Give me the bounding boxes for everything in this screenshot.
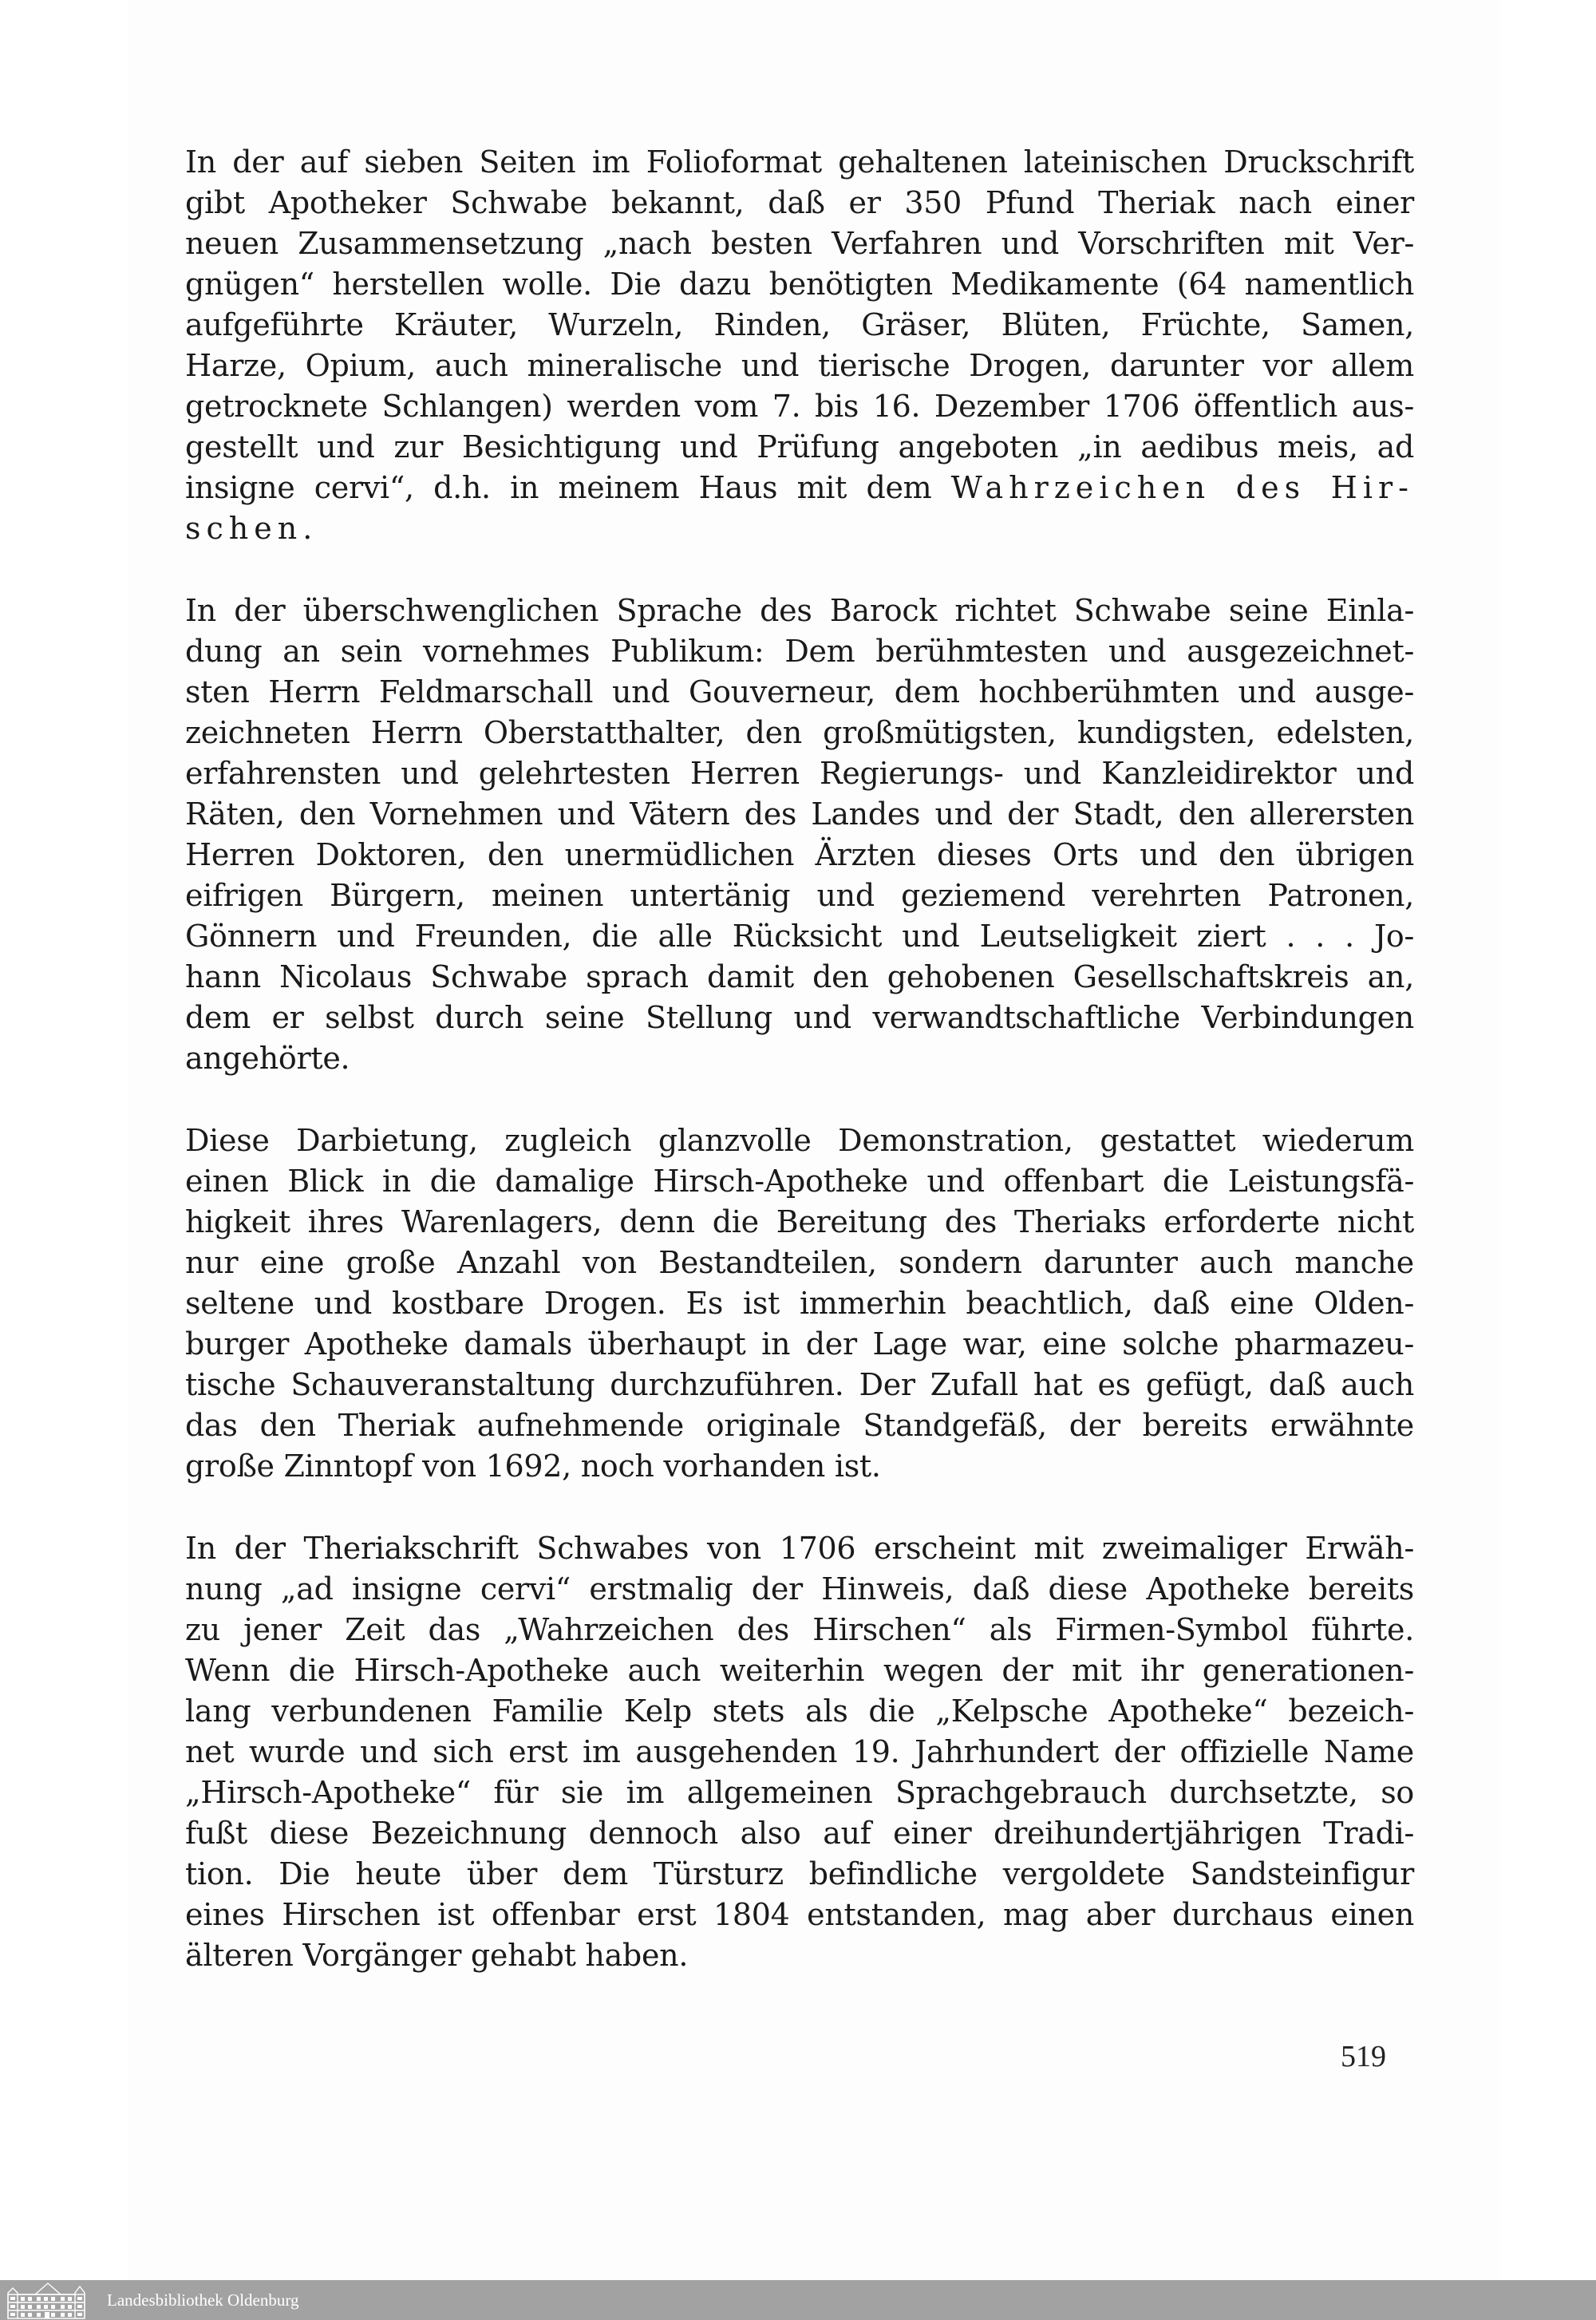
text-line: higkeit ihres Warenlagers, denn die Bereitung des Theriaks erforderte nicht <box>185 1204 1414 1239</box>
text-line: seltene und kostbare Drogen. Es ist immerhin beachtlich, daß eine Olden- <box>185 1286 1414 1321</box>
text-line: große Zinntopf von 1692, noch vorhanden ist. <box>185 1449 881 1484</box>
text-line: getrocknete Schlangen) werden vom 7. bis 16. Dezember 1706 öffentlich aus- <box>185 389 1414 424</box>
text-line: dung an sein vornehmes Publikum: Dem berühmtesten und ausgezeichnet- <box>185 634 1414 669</box>
text-line: älteren Vorgänger gehabt haben. <box>185 1938 689 1973</box>
text-line: gnügen“ herstellen wolle. Die dazu benötigten Medikamente (64 namentlich <box>185 267 1414 302</box>
text-line: gestellt und zur Besichtigung und Prüfung angeboten „in aedibus meis, ad <box>185 429 1414 464</box>
text-line: In der Theriakschrift Schwabes von 1706 erscheint mit zweimaliger Erwäh- <box>185 1531 1414 1566</box>
text-line: Herren Doktoren, den unermüdlichen Ärzten dieses Orts und den übrigen <box>185 837 1414 872</box>
text-line: nung „ad insigne cervi“ erstmalig der Hinweis, daß diese Apotheke bereits <box>185 1571 1414 1607</box>
paragraph-2 <box>185 591 1414 1079</box>
text-line: Harze, Opium, auch mineralische und tierische Drogen, darunter vor allem <box>185 348 1414 383</box>
text-line: „Hirsch-Apotheke“ für sie im allgemeinen Sprachgebrauch durchsetzte, so <box>185 1775 1414 1810</box>
text-line: tische Schauveranstaltung durchzuführen. Der Zufall hat es gefügt, daß auch <box>185 1367 1414 1402</box>
text-line: angehörte. <box>185 1041 350 1076</box>
text-line: net wurde und sich erst im ausgehenden 19. Jahrhundert der offizielle Name <box>185 1734 1414 1769</box>
text-line: aufgeführte Kräuter, Wurzeln, Rinden, Gräser, Blüten, Früchte, Samen, <box>185 307 1414 342</box>
text-line: sten Herrn Feldmarschall und Gouverneur, dem hochberühmten und ausge- <box>185 674 1414 709</box>
text-line: fußt diese Bezeichnung dennoch also auf einer dreihundertjährigen Tradi- <box>185 1816 1414 1851</box>
page-number: 519 <box>1341 2040 1386 2073</box>
text-line: gibt Apotheker Schwabe bekannt, daß er 350 Pfund Theriak nach einer <box>185 185 1414 220</box>
text-line: lang verbundenen Familie Kelp stets als die „Kelpsche Apotheke“ bezeich- <box>185 1694 1414 1729</box>
library-name: Landesbibliothek Oldenburg <box>107 2290 299 2310</box>
text-line: zeichneten Herrn Oberstatthalter, den großmütigsten, kundigsten, edelsten, <box>185 715 1414 750</box>
text-line: eines Hirschen ist offenbar erst 1804 entstanden, mag aber durchaus einen <box>185 1897 1414 1932</box>
text-line-spaced: schen. <box>185 511 318 546</box>
library-footer-bar <box>0 2280 1596 2320</box>
text-line: nur eine große Anzahl von Bestandteilen, sondern darunter auch manche <box>185 1245 1414 1280</box>
text-line: In der auf sieben Seiten im Folioformat gehaltenen lateinischen Druckschrift <box>185 144 1414 180</box>
text-line: zu jener Zeit das „Wahrzeichen des Hirschen“ als Firmen-Symbol führte. <box>185 1612 1414 1647</box>
text-line: tion. Die heute über dem Türsturz befindliche vergoldete Sandsteinfigur <box>185 1856 1414 1891</box>
text-line-with-spaced-emphasis <box>185 468 1414 508</box>
text-line: dem er selbst durch seine Stellung und verwandtschaftliche Verbindungen <box>185 1000 1414 1035</box>
text-line: einen Blick in die damalige Hirsch-Apotheke und offenbart die Leistungsfä- <box>185 1164 1414 1199</box>
text-line: eifrigen Bürgern, meinen untertänig und geziemend verehrten Patronen, <box>185 878 1414 913</box>
text-line: hann Nicolaus Schwabe sprach damit den gehobenen Gesellschaftskreis an, <box>185 959 1414 994</box>
text-line: In der überschwenglichen Sprache des Barock richtet Schwabe seine Einla- <box>185 593 1414 628</box>
text-line: Gönnern und Freunden, die alle Rücksicht und Leutseligkeit ziert . . . Jo- <box>185 919 1414 954</box>
body-text <box>185 142 1414 2018</box>
text-segment: insigne cervi“, d.h. in meinem Haus mit dem <box>185 470 951 505</box>
text-line: Diese Darbietung, zugleich glanzvolle Demonstration, gestattet wiederum <box>185 1123 1414 1158</box>
text-line: erfahrensten und gelehrtesten Herren Regierungs- und Kanzleidirektor und <box>185 756 1414 791</box>
paragraph-3 <box>185 1120 1414 1487</box>
paragraph-4 <box>185 1528 1414 1976</box>
text-line: burger Apotheke damals überhaupt in der Lage war, eine solche pharmazeu- <box>185 1326 1414 1362</box>
text-line: neuen Zusammensetzung „nach besten Verfahren und Vorschriften mit Ver- <box>185 226 1414 261</box>
paragraph-1 <box>185 142 1414 549</box>
library-building-icon <box>5 2282 91 2320</box>
text-line: das den Theriak aufnehmende originale Standgefäß, der bereits erwähnte <box>185 1408 1414 1443</box>
spaced-emphasis: Wahrzeichen des Hir- <box>950 470 1414 505</box>
text-line: Wenn die Hirsch-Apotheke auch weiterhin wegen der mit ihr generationen- <box>185 1653 1414 1688</box>
text-line: Räten, den Vornehmen und Vätern des Landes und der Stadt, den allerersten <box>185 796 1414 832</box>
